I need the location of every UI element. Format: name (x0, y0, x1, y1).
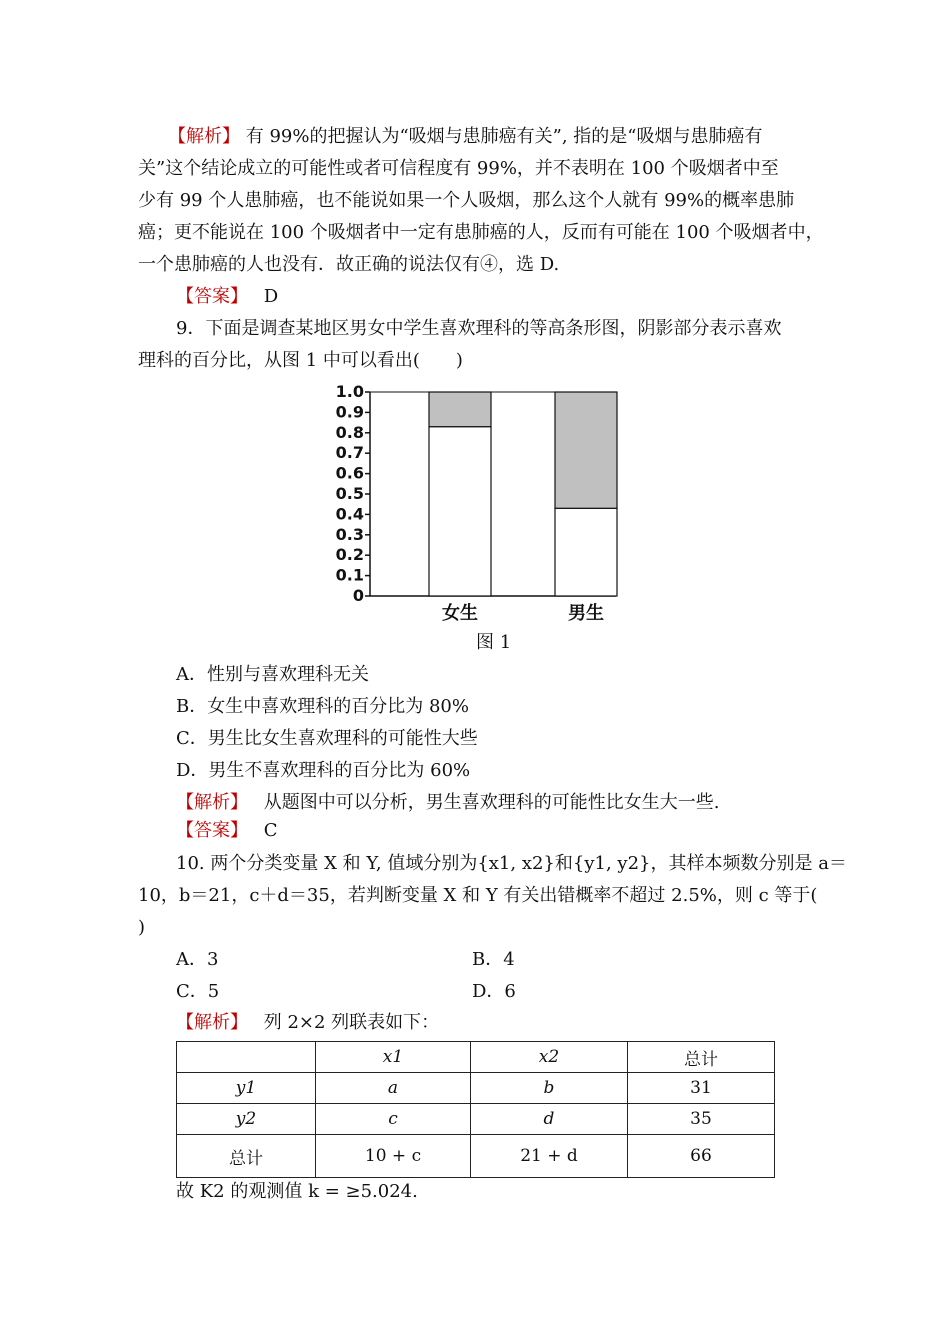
option-9-c: C．男生比女生喜欢理科的可能性大些 (176, 728, 478, 749)
analysis-8-text-1: 有 99%的把握认为“吸烟与患肺癌有关”, 指的是“吸烟与患肺癌有 (245, 126, 763, 147)
chart-marks (336, 385, 617, 624)
table-cell: 31 (628, 1073, 775, 1104)
option-9-d: D．男生不喜欢理科的百分比为 60% (176, 760, 471, 781)
table-header-row (177, 1042, 775, 1073)
y-tick-label: 0.3 (335, 524, 364, 544)
table-cell: 10 + c (316, 1135, 471, 1178)
question-10-line-3: ) (138, 917, 146, 938)
analysis-8-line-2: 关”这个结论成立的可能性或者可信程度有 99%，并不表明在 100 个吸烟者中至 (138, 158, 779, 179)
option-10-b: B．4 (472, 949, 515, 970)
answer-8-label: 【答案】 (176, 286, 248, 307)
analysis-9-text: 从题图中可以分析，男生喜欢理科的可能性比女生大一些. (263, 792, 720, 813)
bar-dislike-male (555, 508, 617, 596)
answer-8-value: D (263, 286, 279, 307)
table-cell: c (316, 1104, 471, 1135)
option-10-c: C．5 (176, 981, 220, 1002)
analysis-10-text: 列 2×2 列联表如下： (263, 1012, 440, 1033)
table-cell: 35 (628, 1104, 775, 1135)
option-10-a: A．3 (176, 949, 219, 970)
figure-caption: 图 1 (476, 632, 512, 653)
analysis-8-line-4: 癌；更不能说在 100 个吸烟者中一定有患肺癌的人，反而有可能在 100 个吸烟者中， (138, 222, 824, 243)
y-tick-label: 0.4 (335, 504, 364, 524)
table-cell: y2 (177, 1104, 316, 1135)
analysis-8-line-1 (168, 126, 763, 148)
table-row (177, 1073, 775, 1104)
y-tick-label: 0.6 (335, 463, 364, 483)
option-10-d: D．6 (472, 981, 516, 1002)
table-cell: 总计 (628, 1042, 775, 1073)
stacked-bar-chart (330, 385, 630, 625)
table-cell: 21 + d (471, 1135, 628, 1178)
analysis-8-line-3: 少有 99 个人患肺癌，也不能说如果一个人吸烟，那么这个人就有 99%的概率患肺 (138, 190, 795, 211)
question-10-line-1: 10. 两个分类变量 X 和 Y, 值域分别为{x1, x2}和{y1, y2}，其样本频数分别是 a＝ (176, 853, 847, 874)
analysis-9-label: 【解析】 (176, 792, 248, 813)
table-cell (177, 1042, 316, 1073)
y-tick-label: 1.0 (335, 385, 364, 401)
analysis-8-line-5: 一个患肺癌的人也没有．故正确的说法仅有④，选 D. (138, 254, 560, 275)
y-tick-label: 0.2 (335, 545, 364, 565)
question-9-line-1: 9．下面是调查某地区男女中学生喜欢理科的等高条形图，阴影部分表示喜欢 (176, 318, 782, 339)
y-tick-label: 0.5 (335, 484, 364, 503)
answer-8 (176, 286, 278, 308)
question-9-line-2: 理科的百分比，从图 1 中可以看出( ) (138, 350, 463, 371)
bar-like-female (429, 392, 491, 427)
table-cell: d (471, 1104, 628, 1135)
answer-9-value: C (263, 820, 278, 841)
table-cell: 66 (628, 1135, 775, 1178)
category-label: 女生 (442, 603, 478, 624)
y-tick-label: 0.1 (335, 565, 364, 585)
conclusion: 故 K2 的观测值 k = ≥5.024. (176, 1181, 418, 1202)
table-cell: a (316, 1073, 471, 1104)
answer-9-label: 【答案】 (176, 820, 248, 841)
table-cell: x2 (471, 1042, 628, 1073)
analysis-8-label: 【解析】 (168, 126, 240, 147)
bar-dislike-female (429, 427, 491, 596)
option-9-b: B．女生中喜欢理科的百分比为 80% (176, 696, 469, 717)
bar-like-male (555, 392, 617, 508)
category-label: 男生 (568, 603, 604, 624)
question-10-line-2: 10，b＝21，c＋d＝35，若判断变量 X 和 Y 有关出错概率不超过 2.5%，则 c 等于( (138, 885, 818, 906)
y-tick-label: 0 (352, 586, 364, 605)
y-tick-label: 0.8 (335, 422, 364, 442)
y-tick-label: 0.9 (335, 402, 364, 422)
table-row (177, 1135, 775, 1178)
answer-9 (176, 820, 278, 842)
analysis-10-label: 【解析】 (176, 1012, 248, 1033)
table-cell: y1 (177, 1073, 316, 1104)
option-9-a: A．性别与喜欢理科无关 (176, 664, 369, 685)
table-cell: b (471, 1073, 628, 1104)
contingency-table (176, 1041, 775, 1178)
table-row (177, 1104, 775, 1135)
y-tick-label: 0.7 (335, 443, 364, 463)
analysis-10 (176, 1012, 439, 1034)
table-cell: 总计 (177, 1135, 316, 1178)
analysis-9 (176, 792, 719, 814)
table-cell: x1 (316, 1042, 471, 1073)
